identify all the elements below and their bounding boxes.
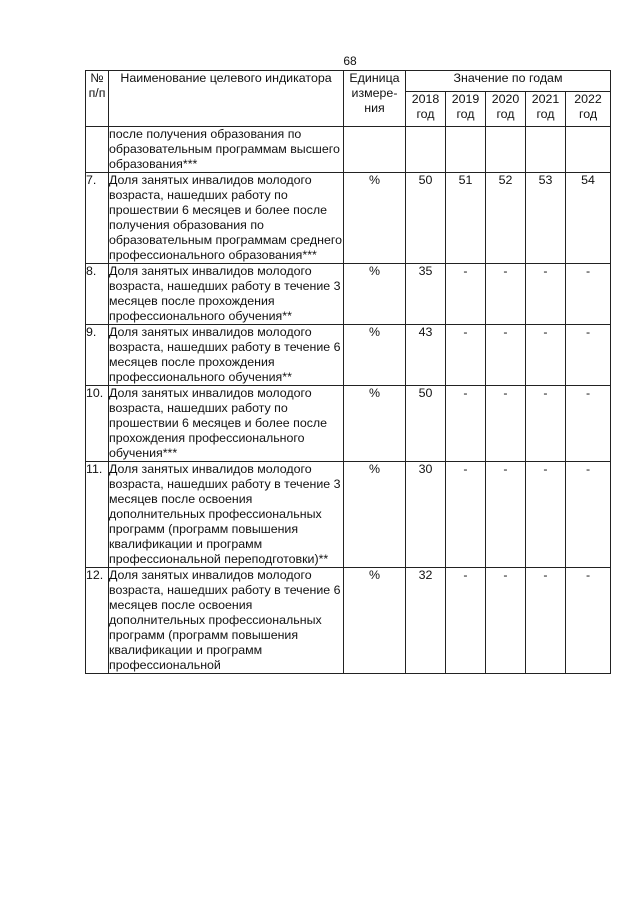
value-2020: -: [486, 325, 526, 386]
value-2018: 50: [406, 386, 446, 462]
header-year-2021: [526, 92, 566, 127]
value-2022: -: [566, 462, 611, 568]
header-number-symbol: №: [90, 71, 104, 85]
value-2019: -: [446, 462, 486, 568]
value-2021: [526, 127, 566, 173]
value-2020: -: [486, 264, 526, 325]
year-number: 2020: [491, 92, 520, 106]
value-2021: 53: [526, 173, 566, 264]
value-2018: 32: [406, 568, 446, 674]
value-2022: -: [566, 386, 611, 462]
header-year-2019: [446, 92, 486, 127]
value-2019: -: [446, 386, 486, 462]
year-label: год: [496, 107, 515, 121]
value-2020: [486, 127, 526, 173]
value-2022: -: [566, 264, 611, 325]
value-2019: 51: [446, 173, 486, 264]
indicator-name: после получения образования по образовательным программам высшего образования***: [109, 127, 344, 173]
value-2020: -: [486, 462, 526, 568]
indicator-name: Доля занятых инвалидов молодого возраста, нашедших работу в течение 6 месяцев после прохождения профессионального обучения**: [109, 325, 344, 386]
value-2018: [406, 127, 446, 173]
row-number: 11.: [86, 462, 109, 568]
indicator-name: Доля занятых инвалидов молодого возраста, нашедших работу по прошествии 6 месяцев и более после прохождения профессионального обучения***: [109, 386, 344, 462]
year-number: 2022: [574, 92, 602, 106]
value-2021: -: [526, 462, 566, 568]
header-unit-line-3: ния: [364, 101, 385, 115]
indicator-name: Доля занятых инвалидов молодого возраста, нашедших работу в течение 3 месяцев после прохождения профессионального обучения**: [109, 264, 344, 325]
value-2021: -: [526, 325, 566, 386]
table-row: [86, 325, 611, 386]
header-unit-cell: [344, 71, 406, 127]
table-row: [86, 264, 611, 325]
value-2018: 35: [406, 264, 446, 325]
value-2018: 43: [406, 325, 446, 386]
indicator-name: Доля занятых инвалидов молодого возраста, нашедших работу в течение 3 месяцев после освоения дополнительных профессиональных программ (программ повышения квалификации и программ профессиональной переподготовки)**: [109, 462, 344, 568]
table-row: [86, 127, 611, 173]
year-number: 2019: [451, 92, 480, 106]
value-2020: -: [486, 568, 526, 674]
row-number: 12.: [86, 568, 109, 674]
year-label: год: [416, 107, 435, 121]
value-2019: [446, 127, 486, 173]
unit-cell: %: [344, 264, 406, 325]
table-row: [86, 173, 611, 264]
value-2020: 52: [486, 173, 526, 264]
header-number-cell: [86, 71, 109, 127]
value-2018: 30: [406, 462, 446, 568]
value-2019: -: [446, 568, 486, 674]
year-label: год: [536, 107, 555, 121]
year-label: год: [578, 107, 598, 121]
unit-cell: %: [344, 462, 406, 568]
row-number: 7.: [86, 173, 109, 264]
year-label: год: [456, 107, 475, 121]
table-row: [86, 568, 611, 674]
header-indicator-name: Наименование целевого индикатора: [109, 71, 344, 127]
unit-cell: %: [344, 325, 406, 386]
row-number: 8.: [86, 264, 109, 325]
value-2022: -: [566, 568, 611, 674]
unit-cell: %: [344, 386, 406, 462]
header-row-1: [86, 71, 611, 92]
year-number: 2018: [411, 92, 440, 106]
value-2022: [566, 127, 611, 173]
unit-cell: %: [344, 173, 406, 264]
header-year-2018: [406, 92, 446, 127]
value-2022: 54: [566, 173, 611, 264]
table-row: [86, 462, 611, 568]
unit-cell: [344, 127, 406, 173]
value-2022: -: [566, 325, 611, 386]
row-number: [86, 127, 109, 173]
indicator-name: Доля занятых инвалидов молодого возраста, нашедших работу по прошествии 6 месяцев и более после получения образования по образовательным программам среднего профессионального образования***: [109, 173, 343, 262]
indicator-name: Доля занятых инвалидов молодого возраста, нашедших работу в течение 6 месяцев после освоения дополнительных профессиональных программ (программ повышения квалификации и программ профессиональной: [109, 568, 344, 674]
value-2018: 50: [406, 173, 446, 264]
value-2021: -: [526, 264, 566, 325]
year-number: 2021: [531, 92, 560, 106]
header-year-2020: [486, 92, 526, 127]
header-unit-line-1: Единица: [349, 71, 400, 85]
value-2020: -: [486, 386, 526, 462]
row-number: 9.: [86, 325, 109, 386]
unit-cell: %: [344, 568, 406, 674]
indicators-table: [85, 70, 611, 674]
page-number: 68: [343, 54, 357, 68]
header-year-2022: [566, 92, 611, 127]
table-row: [86, 386, 611, 462]
header-number-abbrev: п/п: [88, 86, 106, 100]
value-2019: -: [446, 264, 486, 325]
row-number: 10.: [86, 386, 109, 462]
value-2019: -: [446, 325, 486, 386]
header-values-by-year: Значение по годам: [406, 71, 611, 92]
value-2021: -: [526, 386, 566, 462]
value-2021: -: [526, 568, 566, 674]
header-unit-line-2: измере-: [351, 86, 398, 100]
